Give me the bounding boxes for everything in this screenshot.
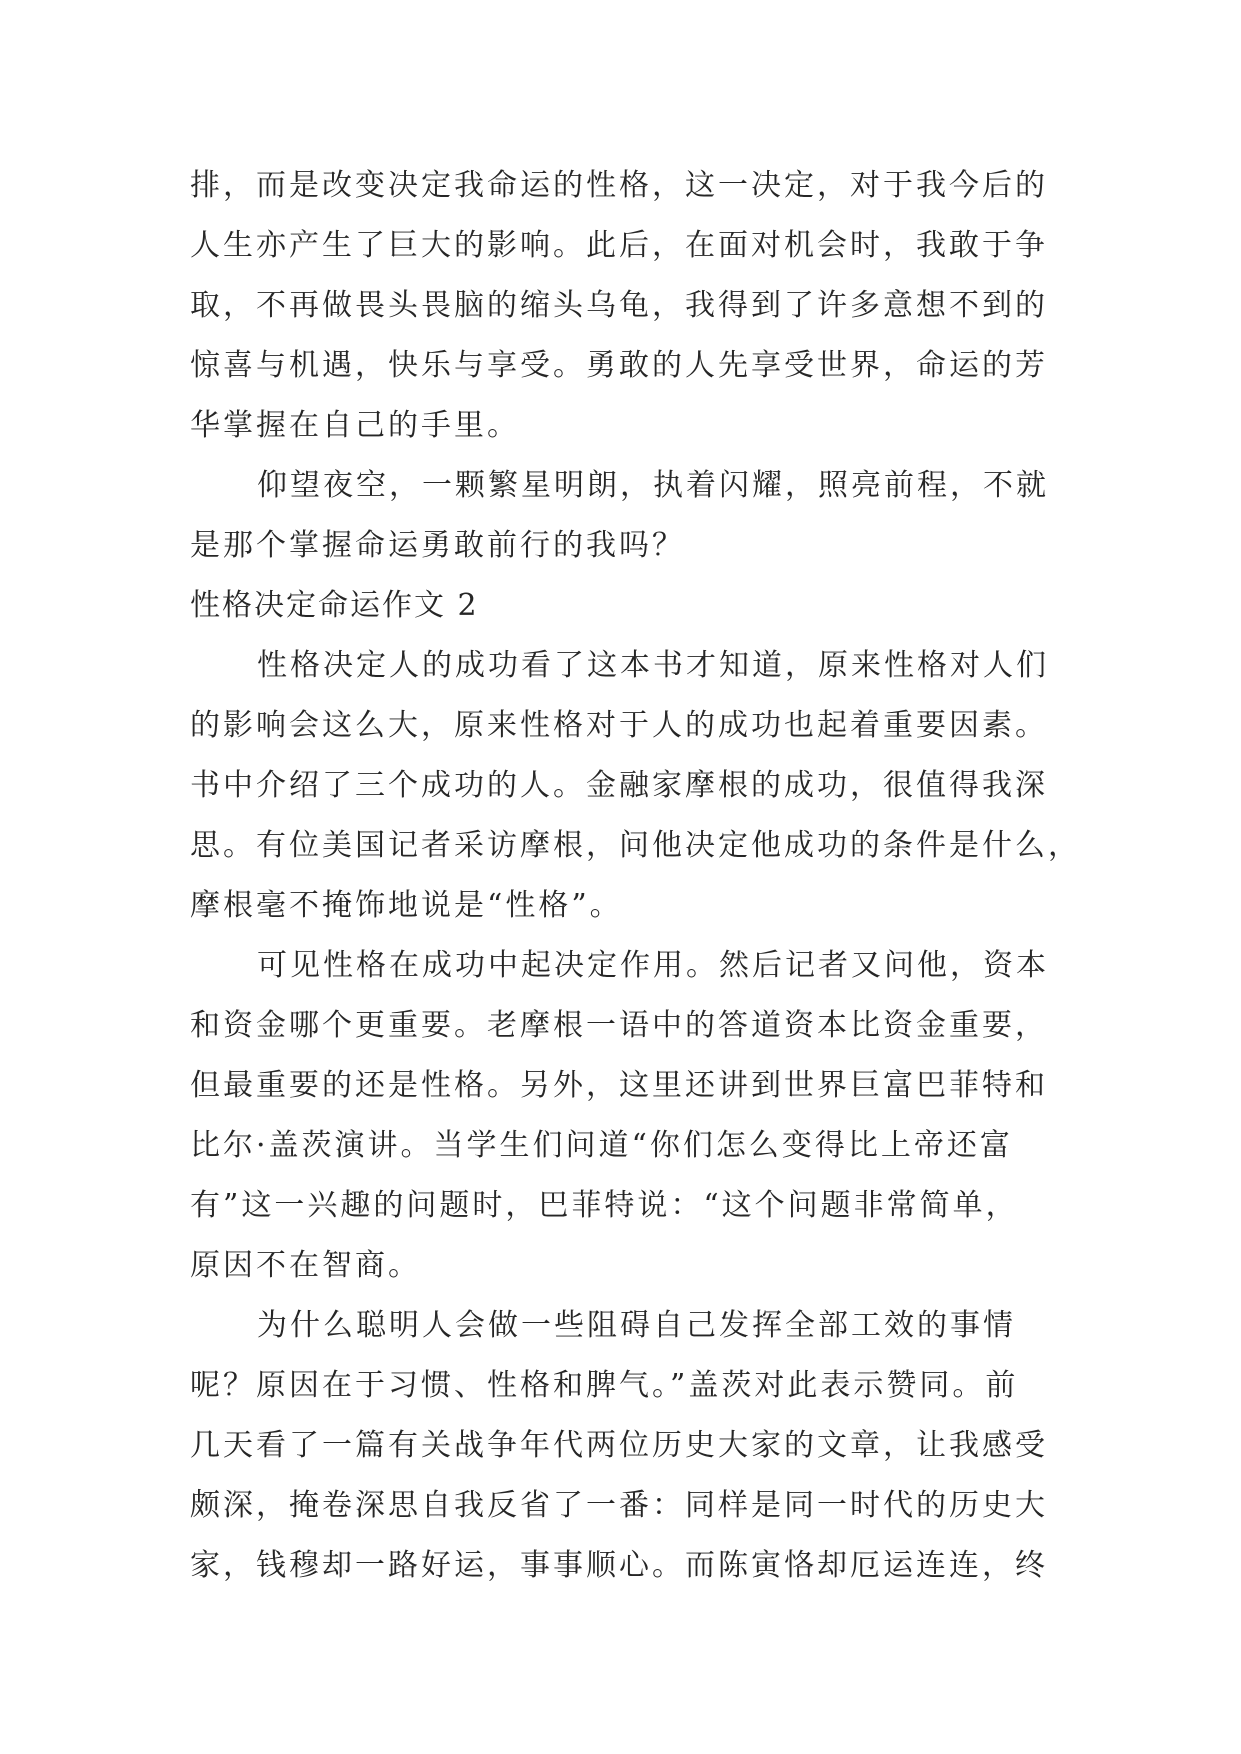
text-line: 华掌握在自己的手里。 bbox=[190, 408, 520, 443]
paragraph bbox=[190, 636, 1081, 936]
text-line: 有”这一兴趣的问题时，巴菲特说：“这个问题非常简单， bbox=[190, 1188, 1019, 1223]
text-line: 摩根毫不掩饰地说是“性格”。 bbox=[190, 888, 623, 923]
text-line: 排，而是改变决定我命运的性格，这一决定，对于我今后的 bbox=[190, 168, 1048, 203]
paragraph bbox=[190, 156, 1070, 456]
text-line: 家，钱穆却一路好运，事事顺心。而陈寅恪却厄运连连，终 bbox=[190, 1548, 1048, 1583]
text-line: 是那个掌握命运勇敢前行的我吗？ bbox=[190, 528, 685, 563]
text-line: 仰望夜空，一颗繁星明朗，执着闪耀，照亮前程，不就 bbox=[257, 468, 1049, 503]
paragraph bbox=[190, 936, 1070, 1296]
text-line: 书中介绍了三个成功的人。金融家摩根的成功，很值得我深 bbox=[190, 768, 1048, 803]
text-line: 几天看了一篇有关战争年代两位历史大家的文章，让我感受 bbox=[190, 1428, 1048, 1463]
text-line: 颇深，掩卷深思自我反省了一番：同样是同一时代的历史大 bbox=[190, 1488, 1048, 1523]
text-line: 为什么聪明人会做一些阻碍自己发挥全部工效的事情 bbox=[257, 1308, 1016, 1343]
document-body bbox=[190, 156, 1081, 1596]
text-line: 和资金哪个更重要。老摩根一语中的答道资本比资金重要， bbox=[190, 1008, 1048, 1043]
text-line: 呢？原因在于习惯、性格和脾气。”盖茨对此表示赞同。前 bbox=[190, 1368, 1019, 1403]
text-line: 惊喜与机遇，快乐与享受。勇敢的人先享受世界，命运的芳 bbox=[190, 348, 1048, 383]
text-line: 人生亦产生了巨大的影响。此后，在面对机会时，我敢于争 bbox=[190, 228, 1048, 263]
text-line: 思。有位美国记者采访摩根，问他决定他成功的条件是什么， bbox=[190, 828, 1081, 863]
text-line: 原因不在智商。 bbox=[190, 1248, 421, 1283]
text-line: 比尔·盖茨演讲。当学生们问道“你们怎么变得比上帝还富 bbox=[190, 1128, 1013, 1163]
text-line: 的影响会这么大，原来性格对于人的成功也起着重要因素。 bbox=[190, 708, 1048, 743]
section-title: 性格决定命运作文 2 bbox=[190, 588, 479, 623]
paragraph bbox=[190, 1296, 1070, 1596]
text-line: 但最重要的还是性格。另外，这里还讲到世界巨富巴菲特和 bbox=[190, 1068, 1048, 1103]
text-line: 性格决定人的成功看了这本书才知道，原来性格对人们 bbox=[257, 648, 1049, 683]
text-line: 取，不再做畏头畏脑的缩头乌龟，我得到了许多意想不到的 bbox=[190, 288, 1048, 323]
paragraph bbox=[190, 456, 1070, 576]
text-line: 可见性格在成功中起决定作用。然后记者又问他，资本 bbox=[257, 948, 1049, 983]
